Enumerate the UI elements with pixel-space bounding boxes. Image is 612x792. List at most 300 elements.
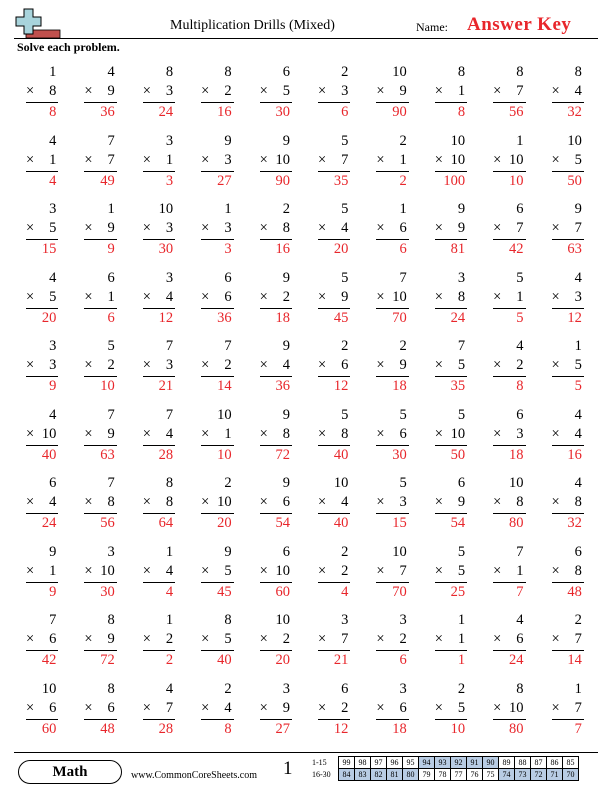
problem [72,407,130,476]
answer-line [143,102,175,103]
times-sign: × [551,220,560,236]
multiplicand: 10 [509,475,524,491]
multiplicand: 2 [341,338,349,354]
times-sign: × [259,83,268,99]
times-sign: × [26,425,35,442]
score-cell: 93 [435,757,451,769]
multiplier: 7 [165,699,174,716]
times-sign: × [434,425,443,442]
multiplier: 3 [224,220,232,236]
score-cell: 82 [371,769,387,781]
answer: 35 [333,172,349,189]
answer: 4 [165,583,174,600]
times-sign: × [84,631,93,647]
answer: 27 [217,172,232,189]
times-sign: × [376,83,385,99]
times-sign: × [201,494,210,510]
multiplicand: 1 [165,543,174,560]
times-sign: × [376,699,385,716]
times-sign: × [493,220,502,236]
multiplicand: 5 [399,475,407,491]
multiplier: 4 [49,494,57,510]
multiplier: 10 [509,151,524,168]
answer: 3 [224,241,232,257]
answer-line [201,308,233,309]
times-sign: × [84,357,93,373]
multiplicand: 8 [457,64,466,80]
multiplicand: 9 [282,132,290,149]
multiplier: 2 [282,631,290,647]
problem-row [14,544,598,613]
answer-line [260,376,292,377]
answer: 36 [275,378,290,394]
problem [14,201,72,270]
score-cell: 70 [563,769,579,781]
answer: 40 [333,446,349,463]
answer: 4 [49,172,57,189]
multiplier: 3 [165,357,174,373]
multiplier: 4 [574,83,582,99]
answer: 12 [333,720,349,737]
times-sign: × [26,83,35,99]
answer-line [376,513,408,514]
answer-line [552,102,584,103]
problem-row [14,407,598,476]
multiplier: 6 [282,494,290,510]
answer: 60 [41,720,57,737]
multiplicand: 8 [224,612,232,628]
score-row-label: 1-15 [312,758,327,767]
answer-line [260,308,292,309]
answer-line [143,582,175,583]
multiplier: 10 [275,562,290,579]
answer: 80 [509,720,524,737]
problem [481,407,539,476]
multiplier: 6 [399,220,407,236]
problem [131,270,189,339]
multiplier: 8 [49,83,57,99]
answer: 8 [457,104,466,120]
answer-line [84,650,116,651]
multiplicand: 4 [516,612,524,628]
problem [189,133,247,202]
times-sign: × [551,83,560,99]
answer-line [84,376,116,377]
answer-key-label: Answer Key [467,14,572,35]
answer: 1 [457,652,466,668]
problem [306,475,364,544]
times-sign: × [201,631,210,647]
problem [481,201,539,270]
multiplicand: 7 [165,338,174,354]
answer: 25 [450,583,466,600]
answer-line [376,445,408,446]
problem [14,133,72,202]
problem [189,681,247,750]
score-cell: 75 [483,769,499,781]
problem [481,681,539,750]
answer-line [260,719,292,720]
multiplicand: 7 [107,132,115,149]
answer: 6 [107,309,115,326]
multiplier: 2 [516,357,524,373]
answer-line [26,445,58,446]
multiplicand: 2 [399,338,407,354]
multiplier: 6 [399,425,407,442]
answer: 7 [574,720,582,737]
multiplier: 7 [574,220,582,236]
answer-line [435,513,467,514]
multiplicand: 8 [165,64,174,80]
problem-row [14,201,598,270]
answer: 30 [392,446,407,463]
score-cell: 72 [531,769,547,781]
multiplier: 5 [457,357,466,373]
score-cell: 88 [515,757,531,769]
multiplicand: 4 [49,269,57,286]
problem [14,270,72,339]
multiplier: 1 [107,288,115,305]
answer-line [552,582,584,583]
multiplier: 8 [165,494,174,510]
multiplier: 8 [574,494,582,510]
multiplier: 5 [224,631,232,647]
problem [540,201,598,270]
answer-line [493,308,525,309]
multiplier: 3 [574,288,582,305]
footer-divider [14,752,598,753]
answer-line [493,445,525,446]
problem-row [14,681,598,750]
answer-line [376,239,408,240]
problem [540,612,598,681]
problem [248,681,306,750]
multiplicand: 8 [107,680,115,697]
multiplier: 7 [516,83,524,99]
answer: 10 [509,172,524,189]
multiplicand: 7 [399,269,407,286]
problem [423,338,481,407]
multiplier: 2 [107,357,115,373]
multiplicand: 9 [282,338,290,354]
times-sign: × [259,220,268,236]
answer-line [143,239,175,240]
multiplicand: 3 [107,543,115,560]
score-cell: 85 [563,757,579,769]
answer: 20 [333,241,349,257]
multiplier: 5 [457,699,466,716]
answer: 16 [217,104,232,120]
answer: 9 [49,378,57,394]
answer: 10 [217,446,232,463]
multiplicand: 1 [107,201,115,217]
times-sign: × [259,288,268,305]
multiplier: 3 [341,83,349,99]
answer-line [201,102,233,103]
answer: 42 [509,241,524,257]
common-core-sheets-logo-icon [14,8,64,40]
problem [306,544,364,613]
answer-line [143,308,175,309]
times-sign: × [317,83,327,99]
answer: 30 [275,104,290,120]
multiplicand: 10 [392,543,407,560]
answer: 12 [567,309,582,326]
multiplicand: 2 [341,64,349,80]
score-cell: 73 [515,769,531,781]
answer-line [84,445,116,446]
problem [540,270,598,339]
multiplicand: 1 [165,612,174,628]
multiplier: 3 [224,151,232,168]
multiplier: 2 [224,83,232,99]
times-sign: × [551,494,560,510]
answer-line [84,102,116,103]
times-sign: × [84,151,93,168]
times-sign: × [201,425,210,442]
multiplicand: 5 [341,406,349,423]
times-sign: × [201,288,210,305]
times-sign: × [493,151,502,168]
score-cell: 94 [419,757,435,769]
multiplier: 4 [341,494,349,510]
times-sign: × [142,494,151,510]
problem [14,338,72,407]
multiplicand: 5 [341,201,349,217]
answer-line [435,445,467,446]
multiplicand: 4 [49,132,57,149]
multiplier: 1 [165,151,174,168]
problem [131,544,189,613]
times-sign: × [317,699,327,716]
problem [248,270,306,339]
times-sign: × [201,357,210,373]
times-sign: × [434,357,443,373]
answer-line [318,102,350,103]
multiplicand: 1 [224,201,232,217]
times-sign: × [26,220,35,236]
score-cell: 96 [387,757,403,769]
multiplicand: 10 [333,475,349,491]
multiplicand: 8 [516,680,524,697]
answer-line [26,582,58,583]
answer-line [260,582,292,583]
answer: 72 [275,446,290,463]
multiplier: 5 [49,220,57,236]
multiplier: 10 [450,425,466,442]
multiplicand: 1 [399,201,407,217]
multiplicand: 9 [49,543,57,560]
problem [481,64,539,133]
multiplicand: 6 [224,269,232,286]
answer-line [84,513,116,514]
multiplier: 5 [224,562,232,579]
answer-line [493,513,525,514]
problem [423,544,481,613]
answer-line [143,719,175,720]
answer: 15 [41,241,57,257]
answer: 36 [100,104,115,120]
problem [248,407,306,476]
score-row-label: 16-30 [312,770,331,779]
answer: 10 [450,720,466,737]
multiplier: 9 [399,83,407,99]
answer: 40 [217,652,232,668]
answer: 45 [333,309,349,326]
score-cell: 79 [419,769,435,781]
problem [248,338,306,407]
answer-line [435,239,467,240]
answer-line [552,171,584,172]
times-sign: × [84,220,93,236]
problem-row [14,270,598,339]
problem [189,338,247,407]
problem [189,201,247,270]
multiplicand: 5 [516,269,524,286]
problem [481,612,539,681]
times-sign: × [317,288,327,305]
multiplicand: 7 [107,475,115,491]
answer-line [26,171,58,172]
multiplier: 2 [341,699,349,716]
problem [306,64,364,133]
answer-line [318,308,350,309]
answer: 2 [165,652,174,668]
instructions: Solve each problem. [17,40,120,54]
answer: 10 [100,378,115,394]
multiplicand: 5 [341,269,349,286]
answer: 18 [392,378,407,394]
multiplier: 8 [107,494,115,510]
answer: 49 [100,172,115,189]
answer: 15 [392,515,407,531]
answer-line [376,308,408,309]
multiplier: 8 [457,288,466,305]
answer-line [143,513,175,514]
answer-line [260,239,292,240]
times-sign: × [434,288,443,305]
multiplier: 7 [399,562,407,579]
problem [423,201,481,270]
multiplier: 10 [100,562,115,579]
problem [306,133,364,202]
answer: 40 [41,446,57,463]
multiplicand: 4 [574,406,582,423]
multiplier: 4 [224,699,232,716]
answer-line [552,376,584,377]
answer-line [201,513,233,514]
problem-grid [14,64,598,749]
times-sign: × [493,631,502,647]
times-sign: × [142,562,151,579]
multiplier: 7 [107,151,115,168]
answer: 24 [158,104,174,120]
answer-line [493,376,525,377]
problem [481,133,539,202]
multiplier: 8 [341,425,349,442]
multiplicand: 3 [49,338,57,354]
answer: 48 [567,583,582,600]
multiplicand: 3 [165,269,174,286]
answer: 32 [567,515,582,531]
multiplier: 3 [49,357,57,373]
answer-line [552,445,584,446]
answer: 27 [275,720,290,737]
times-sign: × [551,288,560,305]
website-link[interactable]: www.CommonCoreSheets.com [131,770,258,781]
score-cell: 80 [403,769,419,781]
multiplicand: 5 [457,406,466,423]
problem [189,612,247,681]
multiplicand: 5 [107,338,115,354]
problem [189,544,247,613]
problem [72,270,130,339]
times-sign: × [434,83,443,99]
answer-line [201,445,233,446]
answer: 30 [158,241,174,257]
multiplier: 5 [574,357,582,373]
times-sign: × [551,699,560,716]
times-sign: × [201,699,210,716]
answer: 2 [399,172,407,189]
answer: 12 [333,378,349,394]
multiplicand: 1 [49,64,57,80]
score-cell: 95 [403,757,419,769]
answer: 72 [100,652,115,668]
multiplier: 1 [49,562,57,579]
score-cell: 91 [467,757,483,769]
multiplier: 1 [457,631,466,647]
problem [189,407,247,476]
problem [14,612,72,681]
answer: 70 [392,583,407,600]
score-row [312,769,579,781]
score-cell: 86 [547,757,563,769]
answer-line [318,239,350,240]
answer-line [26,239,58,240]
times-sign: × [259,562,268,579]
multiplier: 10 [450,151,466,168]
multiplicand: 2 [341,543,349,560]
answer-line [84,239,116,240]
multiplicand: 9 [282,475,290,491]
problem [423,407,481,476]
problem [540,544,598,613]
answer-line [260,650,292,651]
times-sign: × [142,699,151,716]
multiplier: 6 [49,631,57,647]
times-sign: × [376,425,385,442]
score-cell: 87 [531,757,547,769]
problem [423,612,481,681]
answer: 70 [392,309,407,326]
score-cell: 71 [547,769,563,781]
multiplicand: 7 [165,406,174,423]
score-cell: 78 [435,769,451,781]
answer: 45 [217,583,232,600]
problem [540,64,598,133]
answer: 63 [567,241,582,257]
times-sign: × [376,562,385,579]
answer: 50 [450,446,466,463]
multiplicand: 6 [457,475,466,491]
multiplier: 10 [217,494,232,510]
multiplier: 7 [574,631,582,647]
times-sign: × [84,562,93,579]
answer-line [493,102,525,103]
header-divider [14,38,598,39]
answer: 81 [450,241,466,257]
